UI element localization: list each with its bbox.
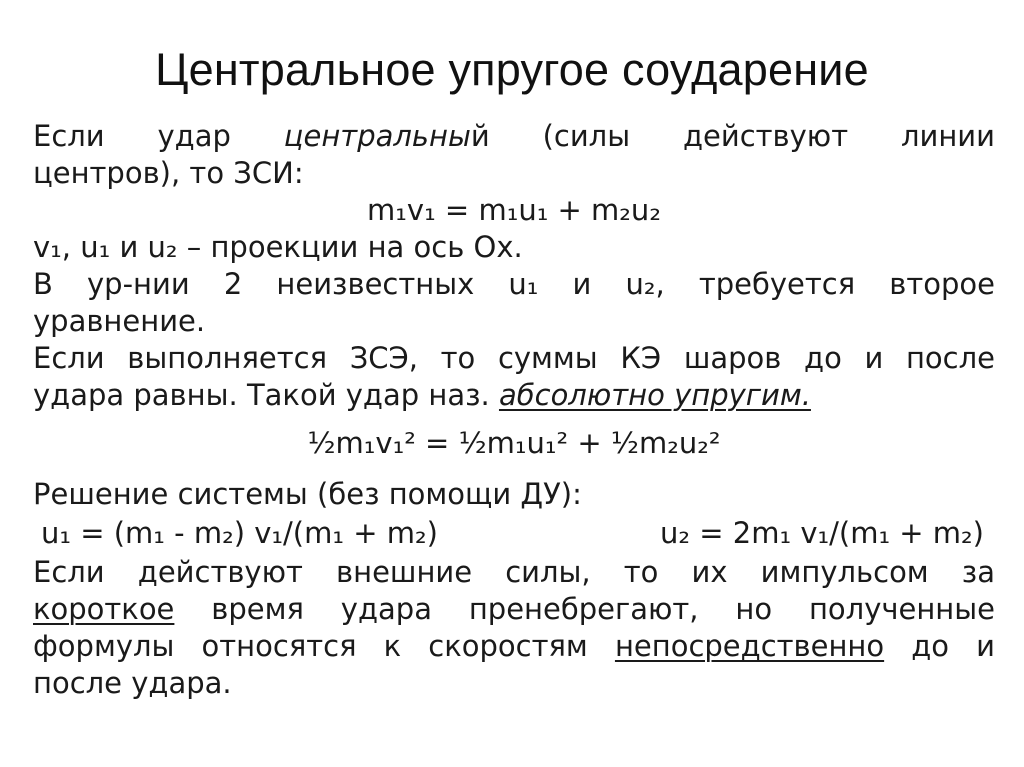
formula-u1: u₁ = (m₁ - m₂) v₁/(m₁ + m₂) xyxy=(41,516,438,550)
paragraph-external-forces-line-2 xyxy=(33,591,995,628)
paragraph-central-impact-line-1 xyxy=(33,118,995,155)
formula-energy-conservation: ½m₁v₁² = ½m₁u₁² + ½m₂u₂² xyxy=(307,426,721,460)
text-segment: Если удар xyxy=(33,119,284,153)
formula-u2: u₂ = 2m₁ v₁/(m₁ + m₂) xyxy=(660,516,984,550)
underlined-term-directly: непосредственно xyxy=(614,629,885,663)
italic-term-central: центральны xyxy=(283,119,471,153)
paragraph-system-solution: Решение системы (без помощи ДУ): xyxy=(33,477,582,511)
text-segment: время удара пренебрегают, но полученные xyxy=(174,592,995,626)
spacer xyxy=(33,414,995,425)
underlined-term-short: короткое xyxy=(33,592,175,626)
text-segment: й (силы действуют линии xyxy=(470,119,996,153)
text-segment: формулы относятся к скоростям xyxy=(33,629,615,663)
text-segment: удара равны. Такой удар наз. xyxy=(33,378,499,412)
formula-momentum-conservation: m₁v₁ = m₁u₁ + m₂u₂ xyxy=(367,193,661,227)
link-absolutely-elastic[interactable]: абсолютно упругим. xyxy=(498,378,811,412)
slide-title: Центральное упругое соударение xyxy=(155,44,869,95)
paragraph-energy-conservation-line-2 xyxy=(33,377,995,414)
paragraph-projections: v₁, u₁ и u₂ – проекции на ось Ох. xyxy=(33,230,523,264)
paragraph-external-forces-line-4: после удара. xyxy=(33,666,232,700)
paragraph-external-forces-line-1: Если действуют внешние силы, то их импульсом за xyxy=(33,555,995,589)
text-segment: до и xyxy=(884,629,995,663)
slide-body xyxy=(33,118,995,702)
paragraph-unknowns-line-1: В ур-нии 2 неизвестных u₁ и u₂, требуется второе xyxy=(33,267,995,301)
paragraph-energy-conservation-line-1: Если выполняется ЗСЭ, то суммы КЭ шаров до и после xyxy=(33,341,995,375)
paragraph-central-impact-line-2: центров), то ЗСИ: xyxy=(33,156,304,190)
paragraph-external-forces-line-3 xyxy=(33,628,995,665)
spacer xyxy=(33,462,995,476)
paragraph-unknowns-line-2: уравнение. xyxy=(33,304,206,338)
formula-solutions-row xyxy=(33,513,995,554)
